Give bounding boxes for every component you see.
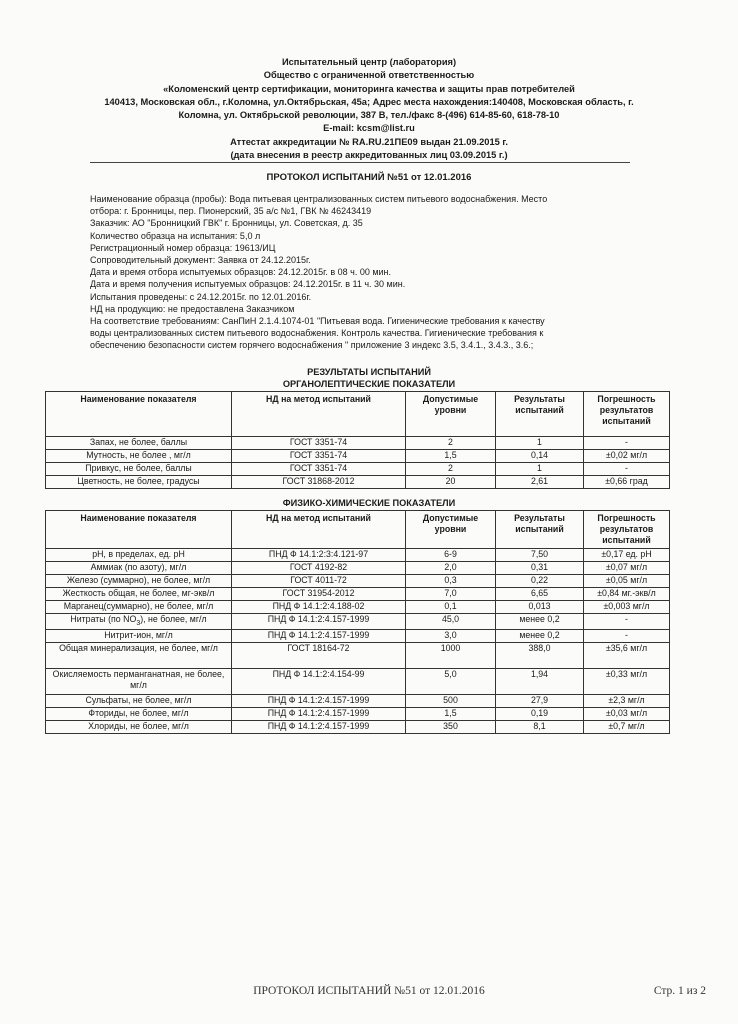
info-line: Дата и время отбора испытуемых образцов: 24.12.2015г. в 08 ч. 00 мин. — [90, 267, 392, 278]
table-cell: ±0,02 мг/л — [584, 450, 670, 463]
table-cell: - — [584, 629, 670, 642]
table-cell: Нитрит-ион, мг/л — [46, 629, 232, 642]
table-cell: ±2,3 мг/л — [584, 694, 670, 707]
table-row — [46, 668, 670, 694]
column-header: НД на метод испытаний — [232, 392, 406, 437]
table-cell: 6,65 — [496, 588, 584, 601]
table-row — [46, 450, 670, 463]
results-title: РЕЗУЛЬТАТЫ ИСПЫТАНИЙ — [307, 367, 431, 377]
header-divider — [90, 162, 630, 163]
header-line: «Коломенский центр сертификации, мониторинга качества и защиты прав потребителей — [163, 83, 575, 94]
organoleptic-table — [45, 391, 670, 489]
info-line: Дата и время получения испытуемых образцов: 24.12.2015г. в 11 ч. 30 мин. — [90, 279, 406, 290]
column-header: Допустимые уровни — [406, 392, 496, 437]
table-cell: ±0,33 мг/л — [584, 668, 670, 694]
table-cell: ГОСТ 3351-74 — [232, 450, 406, 463]
table-cell: менее 0,2 — [496, 614, 584, 630]
column-header: Погрешность результатов испытаний — [584, 392, 670, 437]
table-cell: pH, в пределах, ед. pH — [46, 549, 232, 562]
physchem-title: ФИЗИКО-ХИМИЧЕСКИЕ ПОКАЗАТЕЛИ — [282, 498, 456, 508]
table-cell: 0,19 — [496, 707, 584, 720]
table-cell: ±0,84 мг.-экв/л — [584, 588, 670, 601]
table-cell: ±0,7 мг/л — [584, 720, 670, 733]
table-cell: ГОСТ 4192-82 — [232, 562, 406, 575]
table-cell: - — [584, 463, 670, 476]
column-header: Наименование показателя — [46, 392, 232, 437]
physchem-table — [45, 510, 670, 734]
table-cell: 5,0 — [406, 668, 496, 694]
table-cell: ±0,17 ед. pH — [584, 549, 670, 562]
header-line: Испытательный центр (лаборатория) — [281, 57, 457, 67]
table-cell: ГОСТ 18164-72 — [232, 642, 406, 668]
table-cell: ГОСТ 3351-74 — [232, 463, 406, 476]
table-cell: 2 — [406, 463, 496, 476]
info-line: воды централизованных систем питьевого водоснабжения. Контроль качества. Гигиенические требования к — [90, 328, 544, 339]
table-cell: ПНД Ф 14.1:2:4.157-1999 — [232, 707, 406, 720]
table-row — [46, 707, 670, 720]
table-cell: ГОСТ 31868-2012 — [232, 476, 406, 489]
table-row — [46, 549, 670, 562]
header-line: Общество с ограниченной ответственностью — [263, 70, 475, 81]
table-cell: Марганец(суммарно), не более, мг/л — [46, 601, 232, 614]
table-cell: Окисляемость перманганатная, не более, мг/л — [46, 668, 232, 694]
table-cell: 350 — [406, 720, 496, 733]
table-cell: ±35,6 мг/л — [584, 642, 670, 668]
table-cell: ±0,03 мг/л — [584, 707, 670, 720]
table-cell: - — [584, 614, 670, 630]
table-row — [46, 476, 670, 489]
table-cell: менее 0,2 — [496, 629, 584, 642]
column-header: Результаты испытаний — [496, 392, 584, 437]
table-row — [46, 694, 670, 707]
table-cell: 1,94 — [496, 668, 584, 694]
info-line: На соответствие требованиям: СанПиН 2.1.4.1074-01 "Питьевая вода. Гигиенические требования к качеству — [90, 316, 545, 327]
table-cell: ГОСТ 4011-72 — [232, 575, 406, 588]
table-row — [46, 562, 670, 575]
column-header: Погрешность результатов испытаний — [584, 511, 670, 549]
table-cell: Запах, не более, баллы — [46, 437, 232, 450]
table-row — [46, 437, 670, 450]
sample-info — [90, 193, 645, 352]
info-line: обеспечению безопасности систем горячего водоснабжения " приложение 3 индекс 3.5, 3.4.1., 3.4.3., 3.6.; — [90, 340, 534, 351]
table-cell: - — [584, 437, 670, 450]
info-line: Регистрационный номер образца: 19613/ИЦ — [90, 242, 276, 253]
table-cell: ±0,003 мг/л — [584, 601, 670, 614]
table-cell: ±0,66 град — [584, 476, 670, 489]
table-cell: Фториды, не более, мг/л — [46, 707, 232, 720]
table-row — [46, 601, 670, 614]
table-cell: ПНД Ф 14.1:2:4.157-1999 — [232, 720, 406, 733]
table-cell: ±0,05 мг/л — [584, 575, 670, 588]
header-line: Коломна, ул. Октябрьской революции, 387 В, тел./факс 8-(496) 614-85-60, 618-78-10 — [178, 110, 560, 121]
table-cell: Хлориды, не более, мг/л — [46, 720, 232, 733]
info-line: Сопроводительный документ: Заявка от 24.12.2015г. — [90, 255, 311, 266]
info-line: НД на продукцию: не предоставлена Заказчиком — [90, 303, 295, 314]
table-cell: 500 — [406, 694, 496, 707]
column-header: НД на метод испытаний — [232, 511, 406, 549]
table-row — [46, 575, 670, 588]
table-cell: 6-9 — [406, 549, 496, 562]
table-cell: 2,61 — [496, 476, 584, 489]
table-cell: ПНД Ф 14.1:2:4.188-02 — [232, 601, 406, 614]
table-cell: ПНД Ф 14.1:2:4.157-1999 — [232, 694, 406, 707]
table-cell: 0,1 — [406, 601, 496, 614]
header-line: E-mail: kcsm@list.ru — [323, 123, 415, 134]
table-cell: ГОСТ 31954-2012 — [232, 588, 406, 601]
table-row — [46, 463, 670, 476]
table-cell: ПНД Ф 14.1:2:4.154-99 — [232, 668, 406, 694]
page-number: Стр. 1 из 2 — [653, 985, 706, 997]
footer-protocol: ПРОТОКОЛ ИСПЫТАНИЙ №51 от 12.01.2016 — [253, 985, 485, 997]
table-cell: 388,0 — [496, 642, 584, 668]
table-cell: Цветность, не более, градусы — [46, 476, 232, 489]
table-cell: 0,22 — [496, 575, 584, 588]
table-cell: 7,50 — [496, 549, 584, 562]
table-cell: Привкус, не более, баллы — [46, 463, 232, 476]
table-cell: ПНД Ф 14.1:2:4.157-1999 — [232, 629, 406, 642]
column-header: Наименование показателя — [46, 511, 232, 549]
organoleptic-title: ОРГАНОЛЕПТИЧЕСКИЕ ПОКАЗАТЕЛИ — [282, 379, 456, 389]
table-cell: 2,0 — [406, 562, 496, 575]
table-row — [46, 720, 670, 733]
table-cell: Железо (суммарно), не более, мг/л — [46, 575, 232, 588]
table-cell: 27,9 — [496, 694, 584, 707]
header-line: 140413, Московская обл., г.Коломна, ул.Октябрьская, 45а; Адрес места нахождения:140408, Московская область, г. — [104, 96, 634, 107]
table-cell: 0,14 — [496, 450, 584, 463]
table-row — [46, 629, 670, 642]
table-cell: ПНД Ф 14.1:2:3:4.121-97 — [232, 549, 406, 562]
table-row — [46, 642, 670, 668]
table-row — [46, 614, 670, 630]
header-line: (дата внесения в реестр аккредитованных лиц 03.09.2015 г.) — [230, 150, 508, 161]
table-cell: 20 — [406, 476, 496, 489]
table-cell: 0,3 — [406, 575, 496, 588]
info-line: Наименование образца (пробы): Вода питьевая централизованных систем питьевого водоснабжения. Место — [90, 194, 548, 204]
table-cell: Мутность, не более , мг/л — [46, 450, 232, 463]
table-cell: 1,5 — [406, 450, 496, 463]
table-cell: 1 — [496, 437, 584, 450]
table-cell: Аммиак (по азоту), мг/л — [46, 562, 232, 575]
protocol-title: ПРОТОКОЛ ИСПЫТАНИЙ №51 от 12.01.2016 — [266, 172, 472, 183]
table-cell: 3,0 — [406, 629, 496, 642]
table-cell: 1000 — [406, 642, 496, 668]
info-line: Испытания проведены: с 24.12.2015г. по 12.01.2016г. — [90, 291, 312, 302]
table-cell: 7,0 — [406, 588, 496, 601]
info-line: отбора: г. Бронницы, пер. Пионерский, 35 а/с №1, ГВК № 46243419 — [90, 206, 372, 217]
column-header: Результаты испытаний — [496, 511, 584, 549]
column-header: Допустимые уровни — [406, 511, 496, 549]
table-cell: 1,5 — [406, 707, 496, 720]
table-cell: 45,0 — [406, 614, 496, 630]
info-line: Заказчик: АО "Бронницкий ГВК" г. Бронницы, ул. Советская, д. 35 — [90, 218, 363, 229]
table-cell: 2 — [406, 437, 496, 450]
table-cell: ПНД Ф 14.1:2:4.157-1999 — [232, 614, 406, 630]
header-line: Аттестат аккредитации № RA.RU.21ПЕ09 выдан 21.09.2015 г. — [230, 136, 508, 147]
table-cell: 8,1 — [496, 720, 584, 733]
table-cell: 1 — [496, 463, 584, 476]
table-cell: 0,013 — [496, 601, 584, 614]
table-cell: ГОСТ 3351-74 — [232, 437, 406, 450]
table-cell: Сульфаты, не более, мг/л — [46, 694, 232, 707]
table-cell: Жесткость общая, не более, мг-экв/л — [46, 588, 232, 601]
table-cell: 0,31 — [496, 562, 584, 575]
table-row — [46, 588, 670, 601]
table-cell: Нитраты (по $NO_3$), не более, мг/л — [46, 614, 232, 630]
table-cell: Общая минерализация, не более, мг/л — [46, 642, 232, 668]
table-cell: ±0,07 мг/л — [584, 562, 670, 575]
info-line: Количество образца на испытания: 5,0 л — [90, 230, 261, 241]
lab-header — [40, 56, 698, 162]
